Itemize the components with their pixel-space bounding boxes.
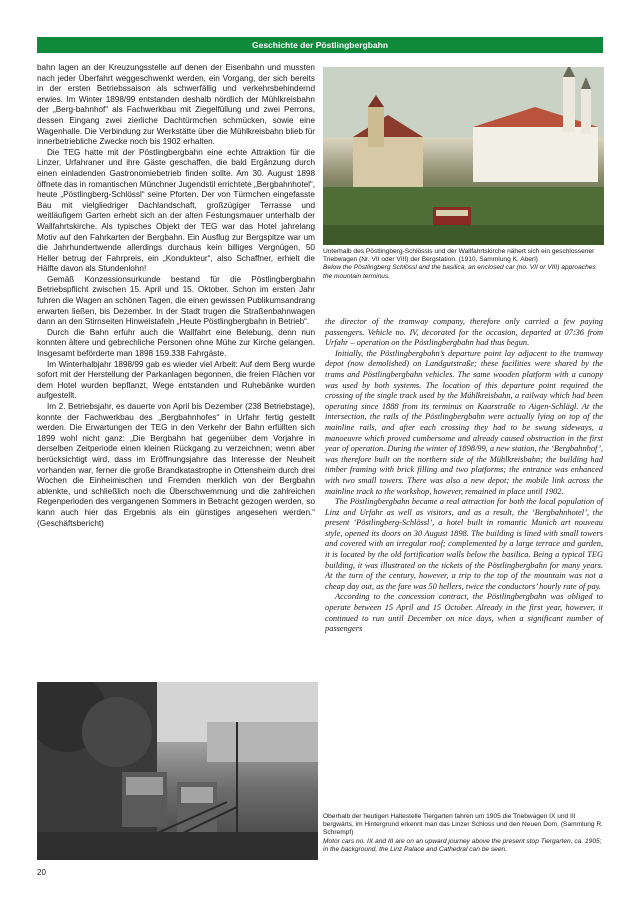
- caption-english: Motor cars no. IX and III are on an upward journey above the present stop Tiergarten, ca. 1905; in the background, the Linz Palace and Cathedral can be seen.: [323, 837, 602, 853]
- caption-english: Below the Pöstlingberg Schlössl and the basilica, an enclosed car (no. VII or VIII) approaches the mountain terminus.: [323, 264, 596, 280]
- paragraph: Durch die Bahn erfuhr auch die Wallfahrt eine Belebung, denn nun konnten ältere und gebrechliche Personen ohne Mühe zur Kirche gelangen. Insgesamt beförderte man 1898 159.338 Fahrgäste.: [37, 327, 315, 359]
- paragraph: Im 2. Betriebsjahr, es dauerte von April bis Dezember (238 Betriebstage), konnte der Fachwerkbau des „Bergbahnhofes“ in Urfahr fertig gestellt werden. Die Erwartungen der TEG in den Verkehr der Bahn erfüllten sich 1899 wohl nicht ganz: „Die Bergbahn hat gegenüber dem Vorjahre in derselben Zeitperiode einen kleinen Rückgang zu verzeichnen; wenn aber berücksichtigt wird, dass im Eröffnungsjahre das Interesse der Neuheit vorhanden war, ferner die große Brandkatastrophe in Ottensheim durch drei Wochen die Einheimischen und Fremden merklich von der Bergbahn ablenkte, und schließlich noch die Überschwemmung und die zahlreichen Regenperioden des vergangenen Sommers in Betracht gezogen werden, so kann auch hier das Ergebnis als ein günstiges angesehen werden.“ (Geschäftsbericht): [37, 402, 315, 528]
- paragraph: Im Winterhalbjahr 1898/99 gab es wieder viel Arbeit: Auf dem Berg wurde sofort mit der Herstellung der Parkanlagen begonnen, die freien Flächen vor dem Hotel wurden bepflanzt, Wege entstanden und Ruhebänke wurden aufgestellt.: [37, 359, 315, 401]
- photo-hotel-and-basilica: [323, 67, 604, 245]
- english-text-column: [325, 317, 603, 635]
- paragraph: Gemäß Konzessionsurkunde bestand für die Pöstlingbergbahn Betriebspflicht zwischen 15. April und 15. Oktober. Schon im ersten Jahr fuhren die Wagen an schönen Tagen, die einen gewissen Publikumsandrang erwarten ließen, bis Dezember. In der Stadt trugen die Straßenbahnwagen dann an den Stirnseiten Hinweistafeln „Heute Pöstlingbergbahn in Betrieb“.: [37, 274, 315, 327]
- paragraph: The Pöstlingbergbahn became a real attraction for both the local population of Linz and Urfahr as well as visitors, and as a result, the ‘Bergbahnhotel’, the present ‘Pöstlingberg-Schlössl’, a hotel built in romantic Munich art nouveau style, opened its doors on 30 August 1898. The building is lined with small towers and covered with an irregular roof; complemented by a large terrace and garden, it is located by the old fortification walls below the basilica. Being a typical TEG building, it was illustrated on the tickets of the Pöstlingbergbahn for many years. At the turn of the century, however, a trip to the top of the mountain was not a cheap day out, as the fare was 50 hellers, twice the conductors’ hourly rate of pay.: [325, 497, 603, 591]
- section-header: Geschichte der Pöstlingbergbahn: [37, 37, 603, 53]
- page-number: 20: [37, 868, 46, 877]
- paragraph: bahn lagen an der Kreuzungsstelle auf denen der Eisenbahn und mussten nach jeder Überfahrt weggeschwenkt werden, ein Vorgang, der sich bereits in der ersten Betriebssaison als schwerfällig und verkehrsbehindernd erwies. Im Winter 1898/99 entstanden deshalb nördlich der Mühlkreisbahn der „Berg-bahnhof“ als Fachwerkbau mit Ziegelfüllung und zwei Perrons, dessen Eingang zwei zierliche Dachtürmchen schmücken, sowie eine Wagenhalle. Die Verbindung zur Werkstätte über die Mühlkreisbahn blieb für innerbetriebliche Zwecke noch bis 1902 erhalten.: [37, 63, 315, 147]
- photo-tram-in-forest: [37, 682, 318, 860]
- paragraph: According to the concession contract, the Pöstlingbergbahn was obliged to operate between 15 April and 15 October. Already in the first year, however, it continued to run until December on nice days, when a significant number of passengers: [325, 592, 603, 634]
- caption-german: Oberhalb der heutigen Haltestelle Tiergarten fahren um 1905 die Triebwagen IX und III bergwärts, im Hintergrund erkennt man das Linzer Schloss und den Neuen Dom. (Sammlung R. Schrempf): [323, 813, 603, 837]
- caption-german: Unterhalb des Pöstlingberg-Schlössls und der Wallfahrtskirche nähert sich ein geschlossener Triebwagen (Nr. VII oder VIII) der Bergstation. (1910, Sammlung K. Aberl): [323, 248, 595, 264]
- photo-caption-top: [323, 248, 604, 281]
- paragraph: Die TEG hatte mit der Pöstlingbergbahn eine echte Attraktion für die Linzer, Urfahraner und ihre Gäste geschaffen, die bald Ergänzung durch einen einladenden Gastronomiebetrieb finden sollte. Am 30. August 1898 öffnete das in romantischen Münchner Jugendstil errichtete „Bergbahnhotel“, heute „Pöstlingberg-Schlössl“ seine Pforten. Der von Türmchen eingefasste Bau mit vielgliedriger Dachlandschaft, großzügiger Terrasse und weitläufigem Garten erhebt sich an der alten Festungsmauer unterhalb der Wallfahrtskirche. Als typisches Objekt der TEG war das Hotel jahrelang Motiv auf den Fahrkarten der Bergbahn. Ein Ausflug zur Bergspitze war um die Jahrhundertwende allerdings durchaus kein billiges Vergnügen, 50 Heller betrug der Fahrpreis, ein „Kondukteur“, also Schaffner, erhielt die Hälfte davon als Stundenlohn!: [37, 147, 315, 274]
- german-text-column: [37, 63, 315, 529]
- paragraph: the director of the tramway company, therefore only carried a few paying passengers. Vehicle no. IV, decorated for the occasion, departed at 07:36 from Urfahr – operation on the Pöstlingbergbahn had thus begun.: [325, 317, 603, 348]
- paragraph: Initially, the Pöstlingbergbahn’s departure point lay adjacent to the tramway depot (now demolished) on Landgutstraße; these facilities were shared by the trams and Pöstlingbergbahn vehicles. The same wooden platform with a canopy was used by both systems. The location of this departure point required the crossing of the single track used by the Mühlkreisbahn, a railway which had been operating since 1888 from its terminus on Kaarstraße to Aigen-Schlägl. At the intersection, the rails of the Pöstlingbergbahn were actually lying on top of the mainline rails, and after each crossing they had to be swung sideways, a manoeuvre which proved cumbersome and already caused obstruction in the first year of operation. During the winter of 1898/99, a new station, the ‘Bergbahnhof’, was therefore built on the northern side of the Mühlkreisbahn; the building had timber framing with brick filling and two platforms; the entrance was enhanced with two small towers. There was also a new depot; the mobile link across the mainline track to the workshop, however, remained in place until 1902.: [325, 348, 603, 496]
- photo-caption-bottom: [323, 813, 604, 854]
